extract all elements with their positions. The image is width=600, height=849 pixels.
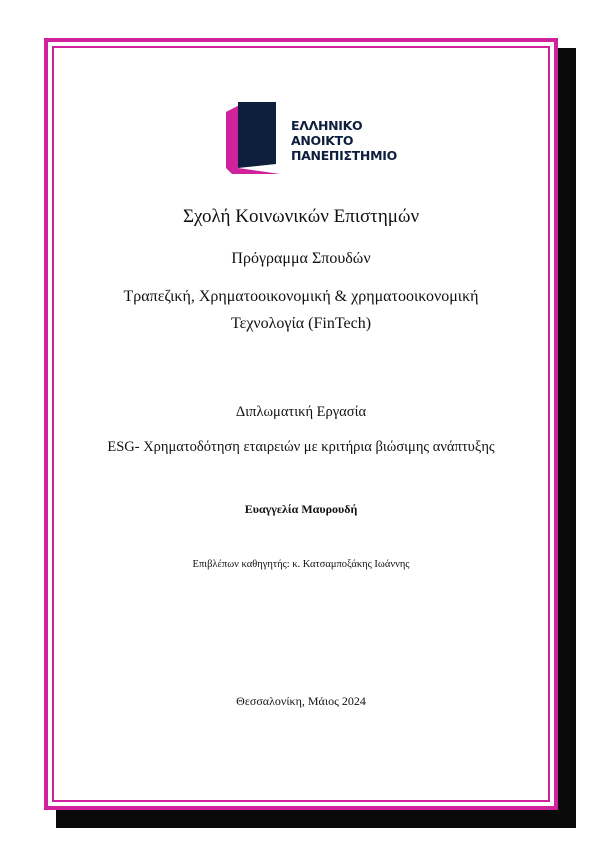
thesis-title: ESG- Χρηματοδότηση εταιρειών με κριτήρια βιώσιμης ανάπτυξης (107, 439, 495, 455)
cover-frame (44, 38, 558, 810)
advisor-line: Επιβλέπων καθηγητής: κ. Κατσαμποξάκης Ιωάννης (192, 559, 410, 570)
author-name: Ευαγγελία Μαυρουδή (244, 502, 358, 516)
logo-line-3: ΠΑΝΕΠΙΣΤΗΜΙΟ (291, 148, 397, 163)
university-logo (224, 102, 414, 174)
program-title-line-2: Τεχνολογία (FinTech) (230, 315, 372, 332)
program-label: Πρόγραμμα Σπουδών (231, 250, 371, 267)
logo-line-1: ΕΛΛΗΝΙΚΟ (291, 118, 363, 133)
university-logo-text (291, 118, 397, 163)
thesis-label: Διπλωματική Εργασία (235, 404, 367, 420)
university-logo-icon (224, 102, 286, 174)
place-date: Θεσσαλονίκη, Μάιος 2024 (236, 694, 366, 708)
program-title-line-1: Τραπεζική, Χρηματοοικονομική & χρηματοοικονομική (123, 288, 479, 305)
logo-line-2: ΑΝΟΙΚΤΟ (291, 133, 354, 148)
school-name: Σχολή Κοινωνικών Επιστημών (182, 206, 420, 227)
